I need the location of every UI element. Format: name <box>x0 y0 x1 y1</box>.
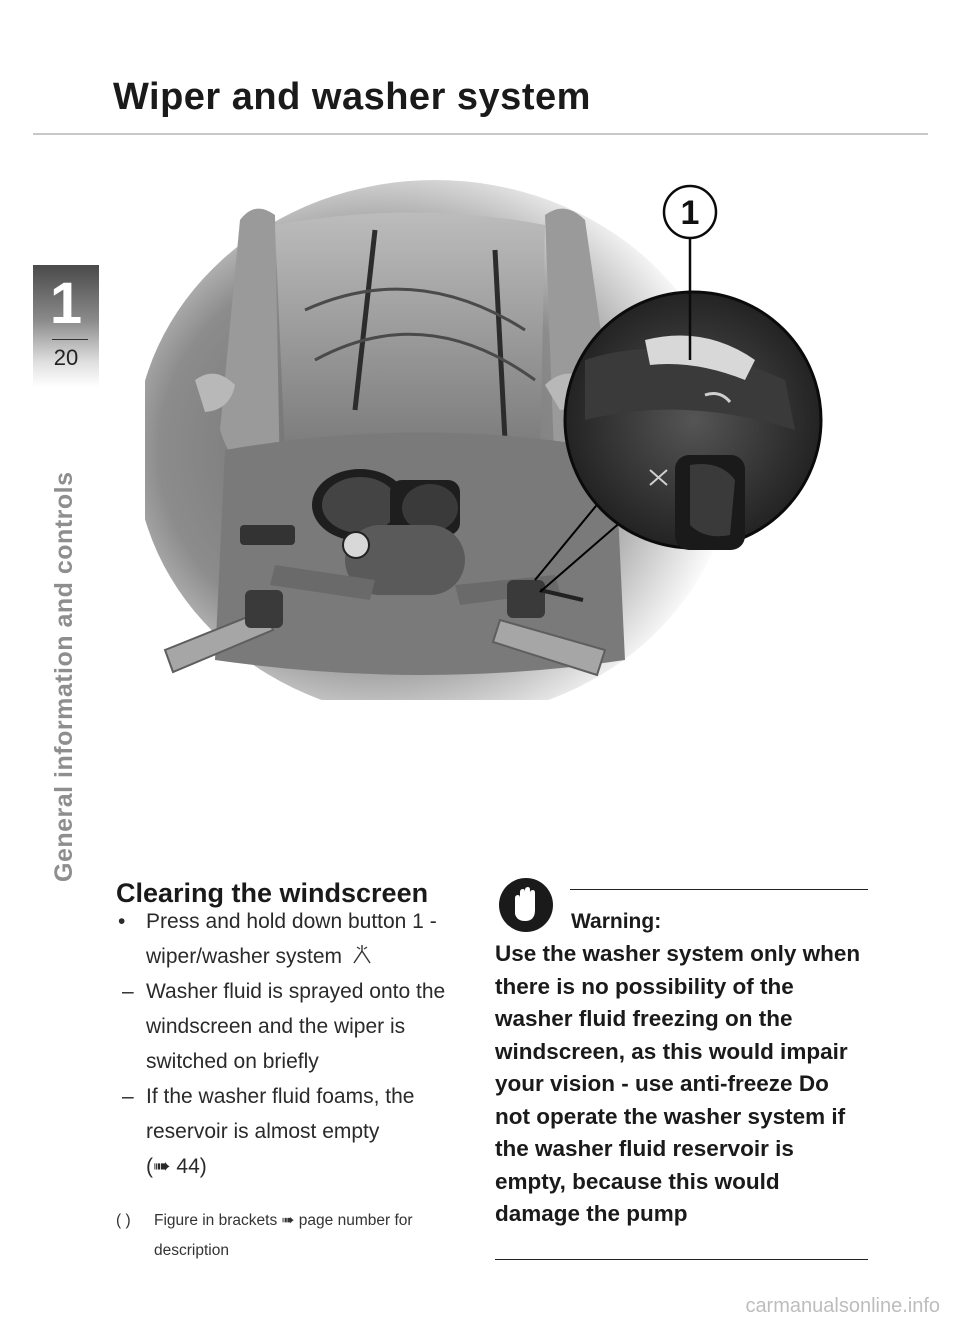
warning-divider-top <box>570 889 868 890</box>
list-item <box>116 904 486 974</box>
watermark: carmanualsonline.info <box>745 1295 940 1317</box>
list-item-text: Press and hold down button 1 - wiper/washer system <box>146 910 437 968</box>
page-reference: (➠ 44) <box>146 1155 207 1178</box>
footnote <box>116 1206 486 1266</box>
list-item <box>116 1149 486 1184</box>
wiper-washer-icon <box>352 944 372 966</box>
list-item <box>116 974 486 1079</box>
section-heading: Clearing the windscreen <box>116 878 429 908</box>
warning-label: Warning: <box>571 910 662 933</box>
warning-text: Use the washer system only when there is no possibility of the washer fluid freezing on the windscreen, as this would impair your vision - use anti-freeze Do not operate the washer system if the washer fluid reservoir is empty, because this would damage the pump <box>495 941 861 1226</box>
warning-divider-bottom <box>495 1259 868 1260</box>
list-item <box>116 1079 486 1149</box>
dash-mark: – <box>122 1085 134 1108</box>
page-title: Wiper and washer system <box>113 76 591 118</box>
footnote-mark: ( ) <box>116 1212 131 1229</box>
footnote-text: Figure in brackets ➠ page number for description <box>154 1212 413 1259</box>
warning-hand-icon <box>497 876 555 934</box>
list-item-text: If the washer fluid foams, the reservoir is almost empty <box>146 1085 415 1143</box>
callout-label: 1 <box>680 194 700 232</box>
instruction-list <box>116 904 486 1184</box>
section-side-label: General information and controls <box>50 471 78 882</box>
chapter-divider <box>52 339 88 340</box>
chapter-number: 1 <box>49 271 83 336</box>
header-divider <box>33 133 928 135</box>
list-item-text: Washer fluid is sprayed onto the windscreen and the wiper is switched on briefly <box>146 980 446 1073</box>
dash-mark: – <box>122 980 134 1003</box>
handlebar-figure <box>145 180 845 700</box>
bullet-mark: • <box>118 910 126 933</box>
page-number: 20 <box>53 345 79 370</box>
